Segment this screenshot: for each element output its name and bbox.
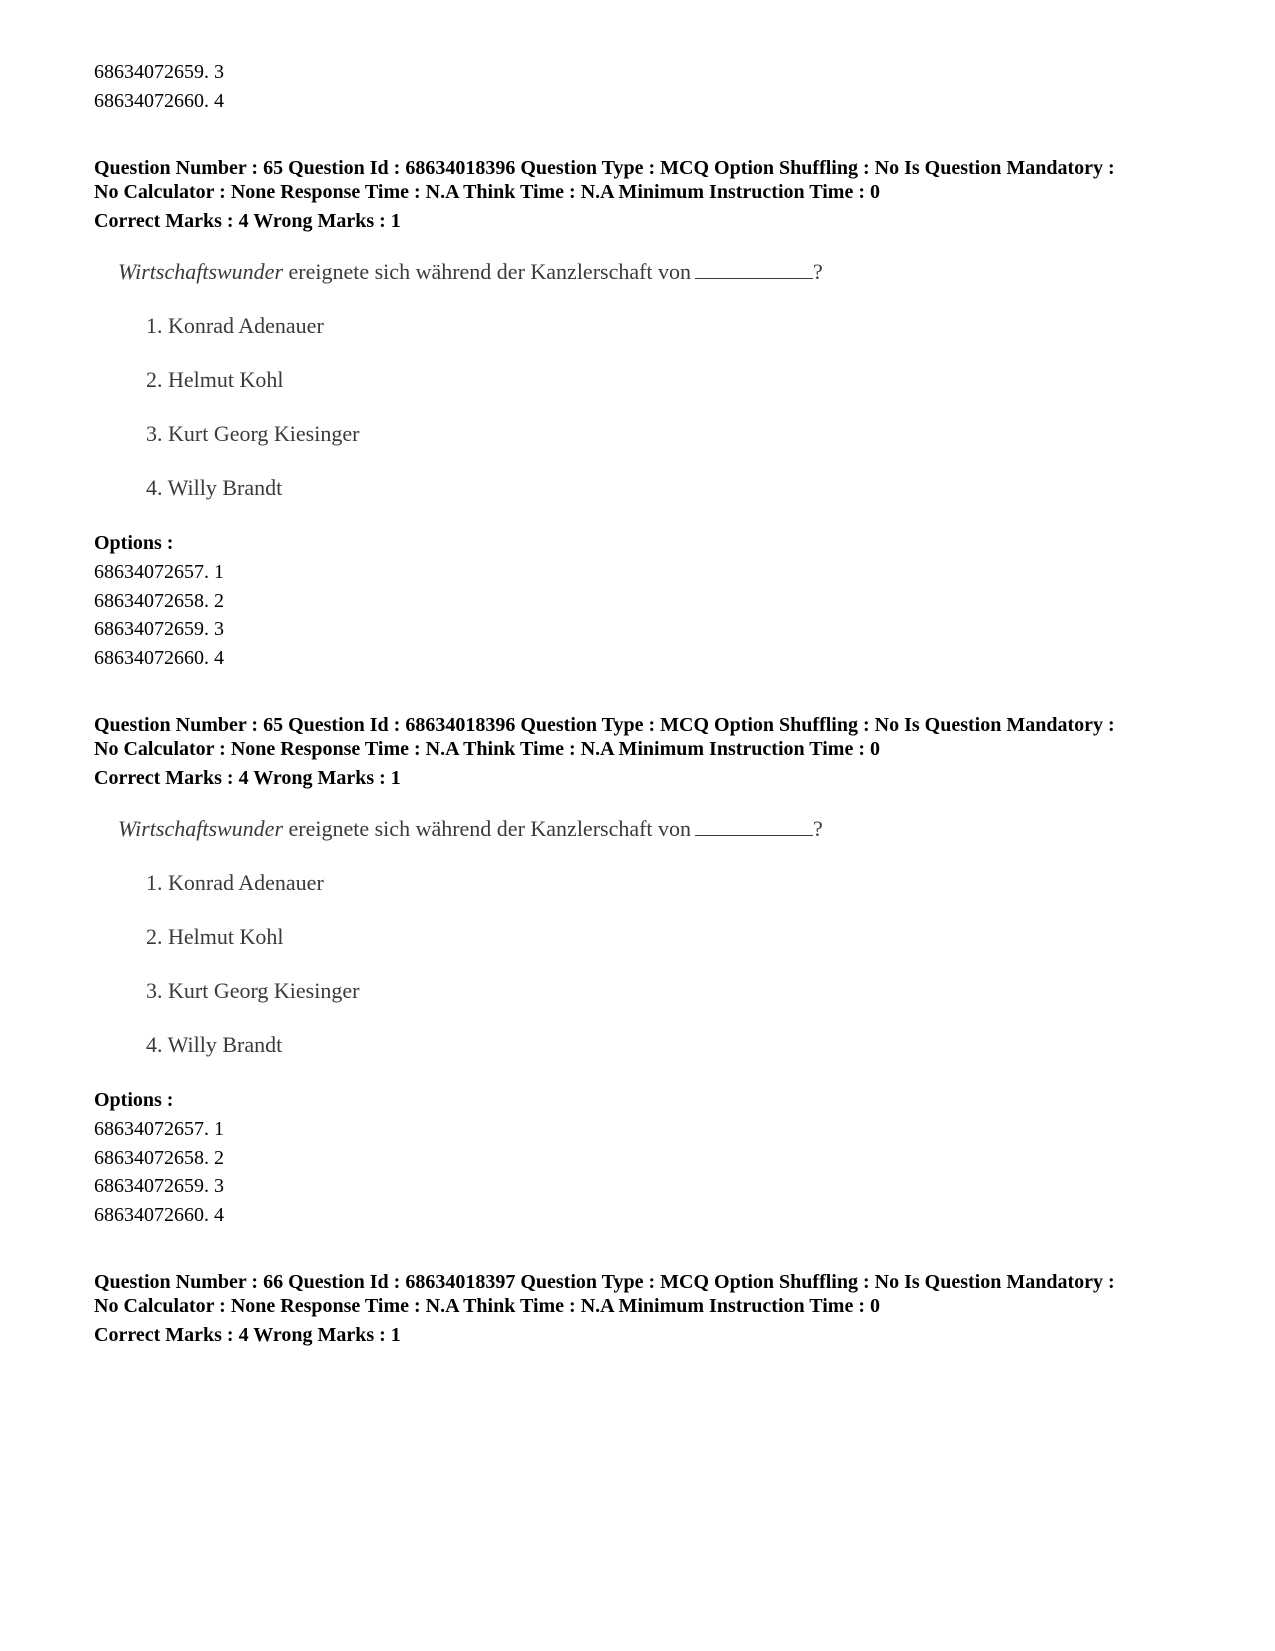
answer-choice: 1. Konrad Adenauer bbox=[146, 313, 324, 338]
answer-blank bbox=[695, 258, 813, 279]
answer-choice: 2. Helmut Kohl bbox=[146, 367, 284, 392]
option-line: 68634072658. 2 bbox=[94, 1147, 224, 1169]
option-line: 68634072657. 1 bbox=[94, 1118, 224, 1140]
option-line: 68634072659. 3 bbox=[94, 1175, 224, 1197]
option-line: 68634072657. 1 bbox=[94, 561, 224, 583]
question-marks: Correct Marks : 4 Wrong Marks : 1 bbox=[94, 1324, 401, 1346]
question-text bbox=[118, 815, 823, 843]
answer-choice: 3. Kurt Georg Kiesinger bbox=[146, 421, 360, 446]
question-header: No Calculator : None Response Time : N.A Think Time : N.A Minimum Instruction Time : 0 bbox=[94, 181, 880, 203]
question-italic: Wirtschaftswunder bbox=[118, 816, 284, 841]
option-line: 68634072658. 2 bbox=[94, 590, 224, 612]
question-italic: Wirtschaftswunder bbox=[118, 259, 284, 284]
option-line: 68634072660. 4 bbox=[94, 647, 224, 669]
question-body: ereignete sich während der Kanzlerschaft von bbox=[283, 816, 692, 841]
answer-choice: 4. Willy Brandt bbox=[146, 475, 283, 500]
answer-choice: 2. Helmut Kohl bbox=[146, 924, 284, 949]
answer-choice: 4. Willy Brandt bbox=[146, 1032, 283, 1057]
option-line: 68634072659. 3 bbox=[94, 618, 224, 640]
option-line: 68634072660. 4 bbox=[94, 90, 224, 112]
question-header: Question Number : 65 Question Id : 68634018396 Question Type : MCQ Option Shuffling : No Is Question Mandatory : bbox=[94, 157, 1115, 179]
question-text bbox=[118, 258, 823, 286]
options-label: Options : bbox=[94, 532, 174, 554]
question-end: ? bbox=[813, 816, 823, 841]
answer-choice: 3. Kurt Georg Kiesinger bbox=[146, 978, 360, 1003]
question-marks: Correct Marks : 4 Wrong Marks : 1 bbox=[94, 210, 401, 232]
options-label: Options : bbox=[94, 1089, 174, 1111]
question-end: ? bbox=[813, 259, 823, 284]
question-header: Question Number : 65 Question Id : 68634018396 Question Type : MCQ Option Shuffling : No Is Question Mandatory : bbox=[94, 714, 1115, 736]
answer-blank bbox=[695, 815, 813, 836]
answer-choice: 1. Konrad Adenauer bbox=[146, 870, 324, 895]
question-header: Question Number : 66 Question Id : 68634018397 Question Type : MCQ Option Shuffling : No Is Question Mandatory : bbox=[94, 1271, 1115, 1293]
option-line: 68634072659. 3 bbox=[94, 61, 224, 83]
question-header: No Calculator : None Response Time : N.A Think Time : N.A Minimum Instruction Time : 0 bbox=[94, 1295, 880, 1317]
question-body: ereignete sich während der Kanzlerschaft von bbox=[283, 259, 692, 284]
option-line: 68634072660. 4 bbox=[94, 1204, 224, 1226]
question-header: No Calculator : None Response Time : N.A Think Time : N.A Minimum Instruction Time : 0 bbox=[94, 738, 880, 760]
question-marks: Correct Marks : 4 Wrong Marks : 1 bbox=[94, 767, 401, 789]
